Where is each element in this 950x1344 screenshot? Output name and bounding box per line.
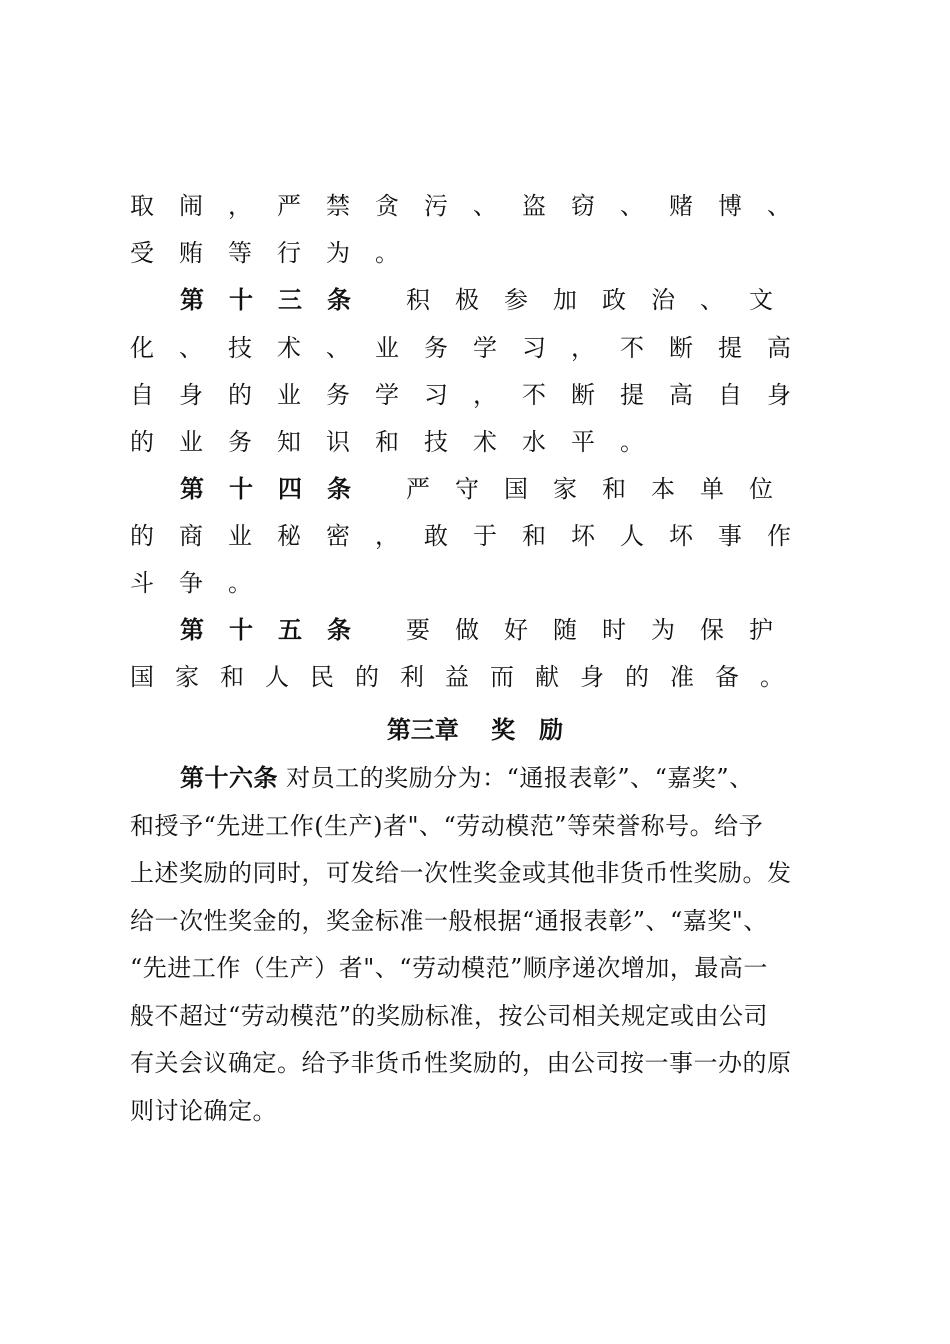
text-line: 的业务知识和技术水平。 <box>130 428 669 456</box>
article-14-label: 第十四条 <box>180 474 376 503</box>
article-13-text: 积极参加政治、文 <box>406 286 798 314</box>
text-line: 化、技术、业务学习，不断提高 <box>130 334 816 362</box>
text-line: 受贿等行为。 <box>130 239 424 267</box>
text-line: 给一次性奖金的，奖金标准一般根据“通报表彰”、“嘉奖"、 <box>130 907 768 935</box>
article-13-label: 第十三条 <box>180 285 376 314</box>
text-line: 有关会议确定。给予非货币性奖励的，由公司按一事一办的原 <box>130 1049 792 1077</box>
text-line: “先进工作（生产）者"、“劳动模范”顺序递次增加，最高一 <box>130 954 768 982</box>
text-line: 国家和人民的利益而献身的准备。 <box>130 663 805 691</box>
article-15-first-line <box>180 615 850 645</box>
text-line: 斗争。 <box>130 569 277 597</box>
article-16-label: 第十六条 <box>180 764 278 792</box>
text-line: 则讨论确定。 <box>130 1097 277 1125</box>
text-line: 般不超过“劳动模范”的奖励标准，按公司相关规定或由公司 <box>130 1002 769 1030</box>
article-14-text: 严守国家和本单位 <box>406 475 798 503</box>
article-14-first-line <box>180 474 850 504</box>
text-line: 自身的业务学习，不断提高自身 <box>130 381 816 409</box>
chapter-heading: 第三章 奖 励 <box>386 716 564 744</box>
text-line: 上述奖励的同时，可发给一次性奖金或其他非货币性奖励。发 <box>130 859 792 887</box>
article-13-first-line <box>180 285 850 315</box>
article-15-text: 要做好随时为保护 <box>406 616 798 644</box>
article-16-first-line <box>180 763 850 793</box>
article-15-label: 第十五条 <box>180 615 376 644</box>
text-line: 取闹，严禁贪污、盗窃、赌博、 <box>130 192 816 220</box>
article-16-text: 对员工的奖励分为：“通报表彰”、“嘉奖”、 <box>278 764 754 792</box>
text-line: 的商业秘密，敢于和坏人坏事作 <box>130 522 816 550</box>
text-line: 和授予“先进工作(生产)者"、“劳动模范”等荣誉称号。给予 <box>130 812 764 840</box>
